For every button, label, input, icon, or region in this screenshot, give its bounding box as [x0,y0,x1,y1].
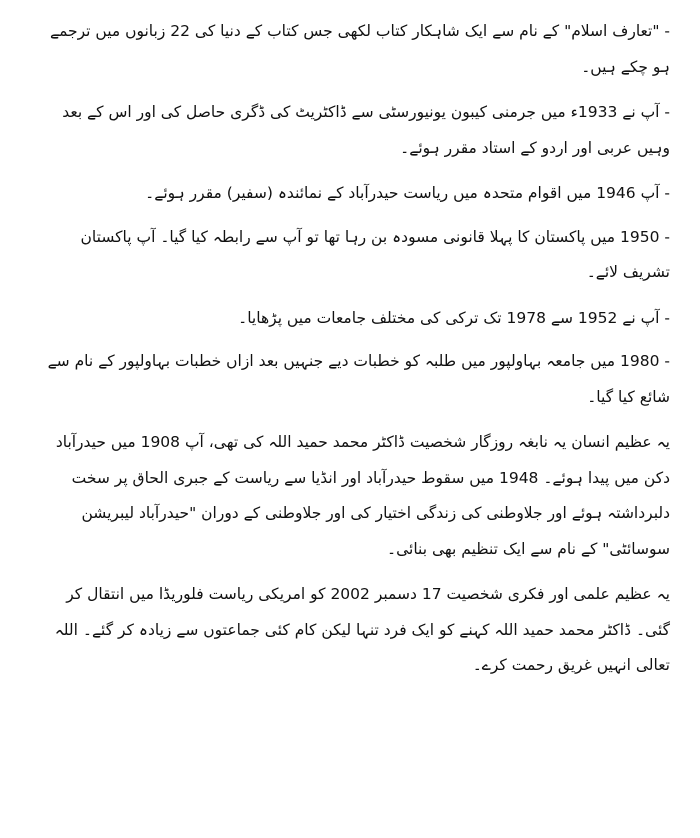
paragraph-book-translations: - "تعارف اسلام" کے نام سے ایک شاہکار کتاب لکھی جس کتاب کے دنیا کی 22 زبانوں میں ترجمے ہو چکے ہیں۔ [49,22,670,76]
paragraph-death: یہ عظیم علمی اور فکری شخصیت 17 دسمبر 2002 کو امریکی ریاست فلوریڈا میں انتقال کر گئی۔ ڈاکٹر محمد حمید اللہ کہنے کو ایک فرد تنہا لیکن کام کئی جماعتوں سے زیادہ کر گئے۔ اللہ تعالی انہیں غریق رحمت کرے۔ [54,585,670,674]
paragraph-turkey-teaching: - آپ نے 1952 سے 1978 تک ترکی کی مختلف جامعات میں پڑھایا۔ [238,308,670,327]
paragraph-un-representative: - آپ 1946 میں اقوام متحدہ میں ریاست حیدرآباد کے نمائندہ (سفیر) مقرر ہوئے۔ [145,184,670,202]
paragraph-bahawalpur-lectures: - 1980 میں جامعہ بہاولپور میں طلبہ کو خطبات دیے جنہیں بعد ازاں خطبات بہاولپور کے نام سے شائع کیا گیا۔ [47,352,670,406]
paragraph-biography: یہ عظیم انسان یہ نابغہ روزگار شخصیت ڈاکٹر محمد حمید اللہ کی تھی، آپ 1908 میں حیدرآباد دکن میں پیدا ہوئے۔ 1948 میں سقوط حیدرآباد اور انڈیا سے ریاست کے جبری الحاق پر سخت دلبرداشتہ ہوئے اور جلاوطنی کی زندگی اختیار کی اور جلاوطنی کے دوران "حیدرآباد لیبریشن سوسائٹی" کے نام سے ایک تنظیم بھی بنائی۔ [55,433,670,558]
paragraph-doctorate: - آپ نے 1933ء میں جرمنی کیبون یونیورسٹی سے ڈاکٹریٹ کی ڈگری حاصل کی اور اس کے بعد وہیں عربی اور اردو کے استاد مقرر ہوئے۔ [62,103,670,157]
paragraph-pakistan-constitution: - 1950 میں پاکستان کا پہلا قانونی مسودہ بن رہا تھا تو آپ سے رابطہ کیا گیا۔ آپ پاکستان تشریف لائے۔ [80,227,670,281]
